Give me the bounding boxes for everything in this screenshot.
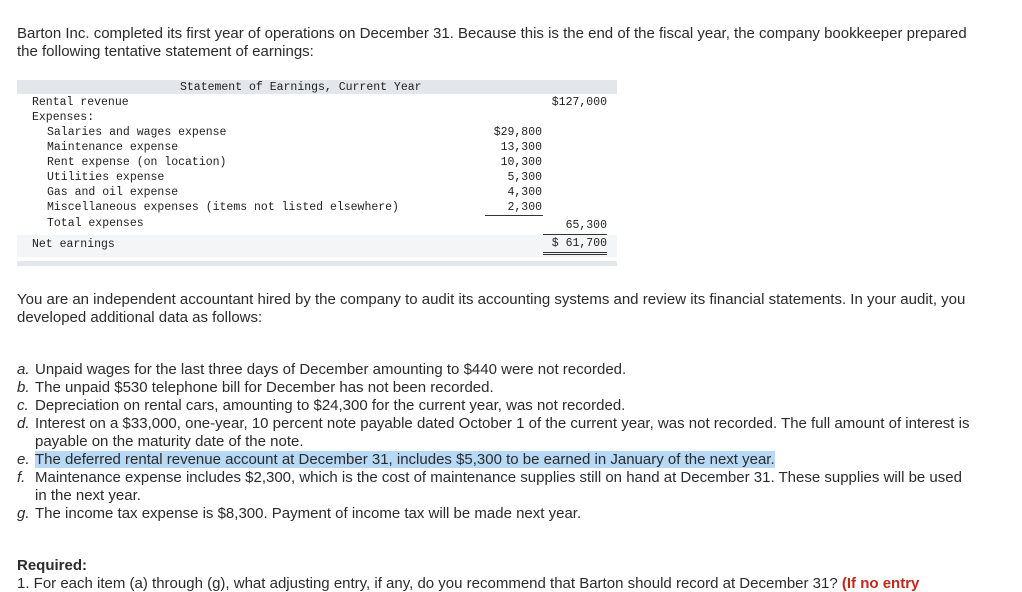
item-text: The unpaid $530 telephone bill for December has not been recorded. [35,379,494,396]
double-rule-bottom [543,254,607,255]
list-item [17,415,977,451]
expense-label: Rent expense (on location) [47,156,227,169]
question-1-text: 1. For each item (a) through (g), what adjusting entry, if any, do you recommend that Barton should record at December 31? [17,575,842,592]
total-expenses-label: Total expenses [47,217,144,230]
item-marker: b. [17,379,30,396]
item-text: The income tax expense is $8,300. Payment of income tax will be made next year. [35,505,582,522]
list-item [17,505,977,523]
item-text: Unpaid wages for the last three days of December amounting to $440 were not recorded. [35,361,627,378]
question-1 [17,575,919,592]
item-marker: d. [17,415,30,432]
net-earnings-value: $ 61,700 [551,237,607,250]
double-rule-top [543,252,607,253]
expense-value: 13,300 [500,141,542,154]
item-marker: g. [17,505,30,522]
item-text: Maintenance expense includes $2,300, which is the cost of maintenance supplies still on hand at December 31. These supplies will be used in the next year. [35,469,962,504]
item-marker: f. [17,469,26,486]
list-item [17,469,977,505]
expenses-label: Expenses: [32,111,95,124]
expense-label: Salaries and wages expense [47,126,227,139]
item-text: Interest on a $33,000, one-year, 10 percent note payable dated October 1 of the current year, was not recorded. The full amount of interest is payable on the maturity date of the note. [35,415,970,450]
statement-title: Statement of Earnings, Current Year [180,81,422,94]
list-item [17,451,977,469]
list-item [17,379,977,397]
statement-of-earnings [17,80,617,266]
expense-label: Maintenance expense [47,141,179,154]
item-text: Depreciation on rental cars, amounting to $24,300 for the current year, was not recorded. [35,397,626,414]
statement-footer-band [17,261,617,266]
expense-label: Utilities expense [47,171,165,184]
rental-revenue-value: $127,000 [551,96,607,109]
additional-data-list [17,361,977,523]
list-item [17,361,977,379]
required-heading: Required: [17,557,88,574]
rental-revenue-label: Rental revenue [32,96,129,109]
expense-label: Miscellaneous expenses (items not listed elsewhere) [47,201,399,214]
expense-value: $29,800 [493,126,542,139]
item-marker: c. [17,397,29,414]
expense-value: 10,300 [500,156,542,169]
expense-value: 4,300 [507,186,542,199]
subtotal-rule [485,215,543,216]
list-item [17,397,977,415]
item-marker: e. [17,451,30,468]
total-expenses-value: 65,300 [565,219,607,232]
net-earnings-label: Net earnings [32,238,115,251]
text-selection-highlight[interactable]: The deferred rental revenue account at December 31, includes $5,300 to be earned in January of the next year. [35,451,775,468]
item-marker: a. [17,361,30,378]
expense-value: 2,300 [507,201,542,214]
question-1-instruction: (If no entry [841,575,920,592]
expense-label: Gas and oil expense [47,186,179,199]
intro-paragraph: Barton Inc. completed its first year of operations on December 31. Because this is the end of the fiscal year, the company bookkeeper prepared the following tentative statement of earnings: [17,25,967,60]
audit-paragraph: You are an independent accountant hired by the company to audit its accounting systems and review its financial statements. In your audit, you developed additional data as follows: [17,291,966,326]
item-text [35,451,977,469]
expense-value: 5,300 [507,171,542,184]
